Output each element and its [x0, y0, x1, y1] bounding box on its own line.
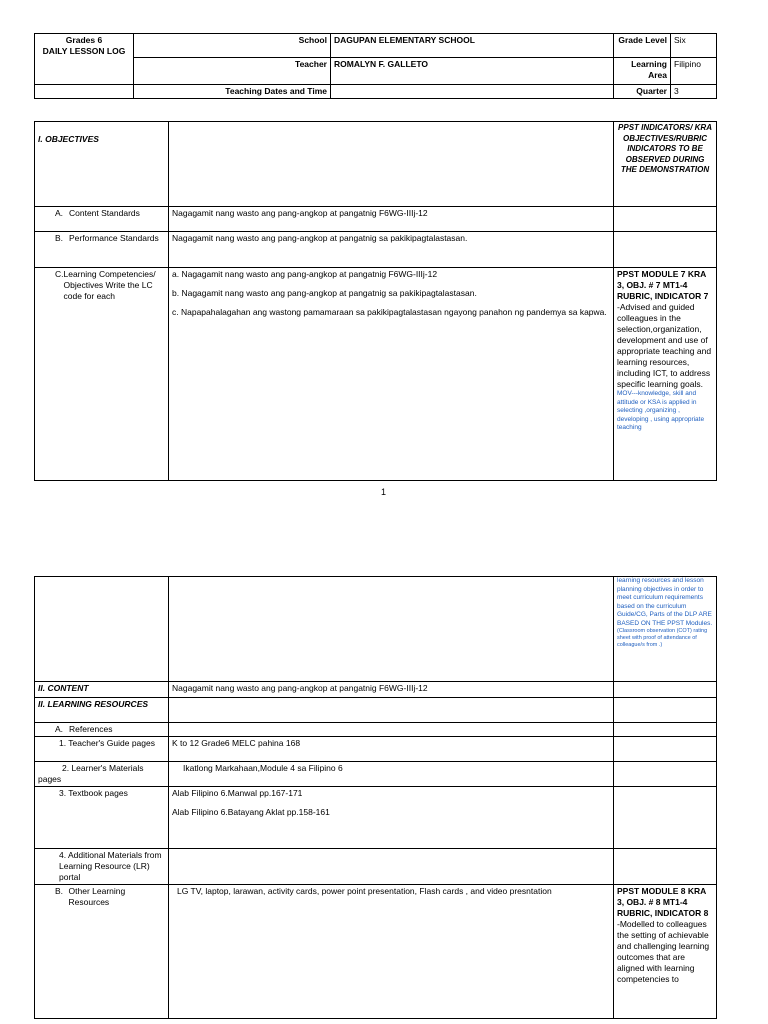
grade-label: Grade Level [614, 34, 671, 58]
content-heading: II. CONTENT [35, 682, 169, 698]
ppst-module-7: PPST MODULE 7 KRA 3, OBJ. # 7 MT1-4 RUBRIC, INDICATOR 7 [617, 269, 709, 301]
other-resources-ppst [614, 885, 717, 1019]
textbook-ppst [614, 787, 717, 849]
grade-value: Six [671, 34, 717, 58]
mov-note: (Classroom observation (COT) rating sheet with proof of attendance of colleague/s from .) [617, 628, 708, 648]
additional-materials-label: 4. Additional Materials from Learning Resource (LR) portal [35, 849, 169, 885]
learning-resources-heading: II. LEARNING RESOURCES [35, 698, 169, 723]
additional-materials-value [169, 849, 614, 885]
references-blank [169, 723, 614, 737]
ppst-heading: PPST INDICATORS/ KRA OBJECTIVES/RUBRIC INDICATORS TO BE OBSERVED DURING THE DEMONSTRATION [614, 122, 717, 207]
textbook-batayang-aklat: Alab Filipino 6.Batayang Aklat pp.158-161 [172, 807, 330, 817]
dates-label: Teaching Dates and Time [134, 85, 331, 99]
performance-standards-value: Nagagamit nang wasto ang pang-angkop at pangatnig sa pakikipagtalastasan. [169, 232, 614, 268]
ppst-8-text: -Modelled to colleagues the setting of achievable and challenging learning outcomes that are aligned with learning competencies to [617, 919, 710, 984]
content-standards-label: A. Content Standards [35, 207, 169, 232]
objectives-heading: I. OBJECTIVES [35, 122, 169, 207]
lesson-log-title: Grades 6 DAILY LESSON LOG [35, 34, 134, 85]
objectives-table [34, 121, 717, 481]
dates-value [331, 85, 614, 99]
textbook-values [169, 787, 614, 849]
content-ppst [614, 682, 717, 698]
references-ppst [614, 723, 717, 737]
learners-materials-value: Ikatlong Markahaan,Module 4 sa Filipino 6 [169, 762, 614, 787]
competencies-label: C. Learning Competencies/ Objectives Write the LC code for each [35, 268, 169, 481]
competencies-values [169, 268, 614, 481]
school-value: DAGUPAN ELEMENTARY SCHOOL [331, 34, 614, 58]
performance-standards-ppst [614, 232, 717, 268]
textbook-label: 3. Textbook pages [35, 787, 169, 849]
area-value: Filipino [671, 58, 717, 85]
quarter-value: 3 [671, 85, 717, 99]
area-label: Learning Area [614, 58, 671, 85]
learning-resources-ppst [614, 698, 717, 723]
competencies-ppst [614, 268, 717, 481]
competency-a: a. Nagagamit nang wasto ang pang-angkop at pangatnig F6WG-IIIj-12 [172, 269, 438, 279]
references-label: A. References [35, 723, 169, 737]
other-resources-label: B. Other Learning Resources [35, 885, 169, 1019]
teachers-guide-value: K to 12 Grade6 MELC pahina 168 [169, 737, 614, 762]
ppst-module-8: PPST MODULE 8 KRA 3, OBJ. # 8 MT1-4 RUBRIC, INDICATOR 8 [617, 886, 709, 918]
content-standards-ppst [614, 207, 717, 232]
performance-standards-label: B. Performance Standards [35, 232, 169, 268]
teachers-guide-label: 1. Teacher's Guide pages [35, 737, 169, 762]
school-label: School [134, 34, 331, 58]
page-number: 1 [381, 487, 387, 497]
continuation-blank-value [169, 577, 614, 682]
content-standards-value: Nagagamit nang wasto ang pang-angkop at pangatnig F6WG-IIIj-12 [169, 207, 614, 232]
ppst-7-text: -Advised and guided colleagues in the selection,organization, development and use of appropriate teaching and learning resources, including ICT, to address specific learning goals. [617, 302, 712, 389]
learning-resources-blank [169, 698, 614, 723]
textbook-manwal: Alab Filipino 6.Manwal pp.167-171 [172, 788, 303, 798]
header-table [34, 33, 717, 99]
resources-table [34, 576, 717, 1019]
teacher-value: ROMALYN F. GALLETO [331, 58, 614, 85]
teacher-label: Teacher [134, 58, 331, 85]
competency-b: b. Nagagamit nang wasto ang pang-angkop at pangatnig sa pakikipagtalastasan. [172, 288, 477, 298]
additional-materials-ppst [614, 849, 717, 885]
objectives-blank [169, 122, 614, 207]
dates-blank [35, 85, 134, 99]
quarter-label: Quarter [614, 85, 671, 99]
other-resources-value: LG TV, laptop, larawan, activity cards, power point presentation, Flash cards , and video presntation [169, 885, 614, 1019]
mov-continued: learning resources and lesson planning objectives in order to meet curriculum requirements based on the curriculum Guide/CG, Parts of the DLP ARE BASED ON THE PPST Modules. [617, 577, 713, 627]
continuation-blank-label [35, 577, 169, 682]
competency-c: c. Napapahalagahan ang wastong pamamaraan sa pakikipagtalastasan ngayong panahon ng pandemya sa kapwa. [172, 307, 607, 317]
content-value: Nagagamit nang wasto ang pang-angkop at pangatnig F6WG-IIIj-12 [169, 682, 614, 698]
teachers-guide-ppst [614, 737, 717, 762]
mov-text: MOV---knowledge, skill and attitude or KSA is applied in selecting ,organizing , developing , using appropriate teaching [617, 390, 705, 431]
learners-materials-ppst [614, 762, 717, 787]
learners-materials-label: 2. Learner's Materials pages [35, 762, 169, 787]
continuation-ppst [614, 577, 717, 682]
